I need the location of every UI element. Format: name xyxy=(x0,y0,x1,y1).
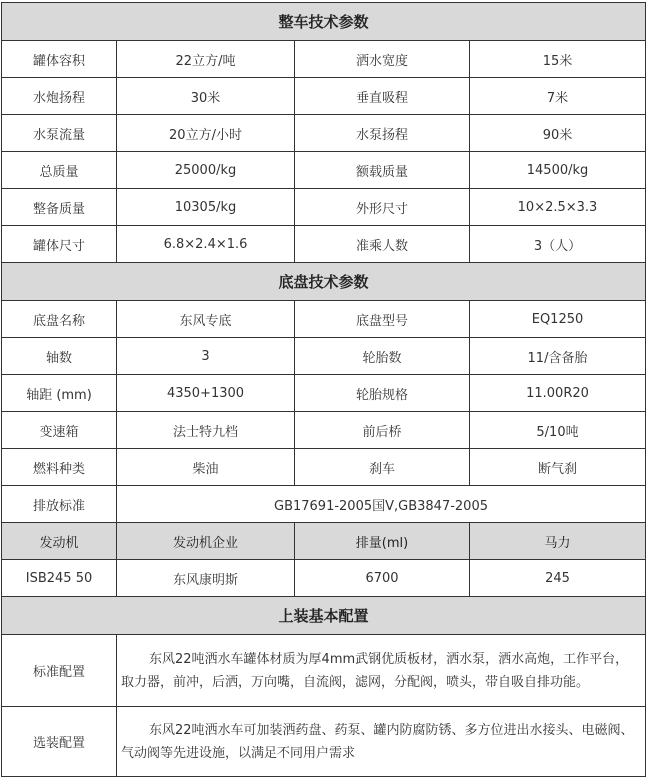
standard-config-label: 标准配置 xyxy=(2,635,117,707)
param-value: 25000/kg xyxy=(117,152,295,189)
param-label: 准乘人数 xyxy=(295,226,470,263)
optional-config-body: 东风22吨洒水车可加装洒药盘、药泵、罐内防腐防锈、多方位进出水接头、电磁阀、气动阀等先进设施，以满足不同用户需求 xyxy=(121,722,634,761)
param-value: 22立方/吨 xyxy=(117,41,295,78)
param-label: 洒水宽度 xyxy=(295,41,470,78)
param-value: 法士特九档 xyxy=(117,412,295,449)
section-title-upper: 上装基本配置 xyxy=(2,597,646,635)
param-label: 轴数 xyxy=(2,338,117,375)
table-row xyxy=(2,78,646,115)
engine-header: 发动机 xyxy=(2,523,117,560)
spec-table xyxy=(1,2,646,777)
optional-config-label: 选装配置 xyxy=(2,707,117,777)
param-value: 15米 xyxy=(470,41,646,78)
standard-config-text xyxy=(117,635,646,707)
param-value: 11.00R20 xyxy=(470,375,646,412)
param-label: 整备质量 xyxy=(2,189,117,226)
param-value: 7米 xyxy=(470,78,646,115)
table-row xyxy=(2,115,646,152)
param-label: 轴距 (mm) xyxy=(2,375,117,412)
param-label: 罐体容积 xyxy=(2,41,117,78)
param-label: 外形尺寸 xyxy=(295,189,470,226)
table-row xyxy=(2,560,646,597)
param-value: 6.8×2.4×1.6 xyxy=(117,226,295,263)
section-title-chassis: 底盘技术参数 xyxy=(2,263,646,301)
param-value: 90米 xyxy=(470,115,646,152)
param-label: 罐体尺寸 xyxy=(2,226,117,263)
param-label: 底盘名称 xyxy=(2,301,117,338)
param-value: 断气刹 xyxy=(470,449,646,486)
param-value: 20立方/小时 xyxy=(117,115,295,152)
param-label: 轮胎数 xyxy=(295,338,470,375)
param-label: 底盘型号 xyxy=(295,301,470,338)
param-label: 轮胎规格 xyxy=(295,375,470,412)
param-label: 水炮扬程 xyxy=(2,78,117,115)
engine-header: 发动机企业 xyxy=(117,523,295,560)
param-value: 3 xyxy=(117,338,295,375)
emission-label: 排放标准 xyxy=(2,486,117,523)
table-row xyxy=(2,301,646,338)
param-value: 10×2.5×3.3 xyxy=(470,189,646,226)
table-row xyxy=(2,375,646,412)
table-row xyxy=(2,189,646,226)
table-row xyxy=(2,707,646,777)
param-value: 11/含备胎 xyxy=(470,338,646,375)
param-value: 4350+1300 xyxy=(117,375,295,412)
emission-value: GB17691-2005国Ⅴ,GB3847-2005 xyxy=(117,486,646,523)
param-label: 额载质量 xyxy=(295,152,470,189)
param-value: 5/10吨 xyxy=(470,412,646,449)
section-title-vehicle: 整车技术参数 xyxy=(2,3,646,41)
table-row xyxy=(2,635,646,707)
param-label: 水泵流量 xyxy=(2,115,117,152)
optional-config-text xyxy=(117,707,646,777)
table-row xyxy=(2,412,646,449)
param-label: 总质量 xyxy=(2,152,117,189)
param-label: 燃料种类 xyxy=(2,449,117,486)
table-row xyxy=(2,486,646,523)
param-label: 前后桥 xyxy=(295,412,470,449)
param-value: 东风专底 xyxy=(117,301,295,338)
param-value: 30米 xyxy=(117,78,295,115)
engine-header: 排量(ml) xyxy=(295,523,470,560)
param-label: 水泵扬程 xyxy=(295,115,470,152)
param-label: 变速箱 xyxy=(2,412,117,449)
table-row xyxy=(2,226,646,263)
table-row xyxy=(2,449,646,486)
table-row xyxy=(2,152,646,189)
engine-value: 245 xyxy=(470,560,646,597)
param-value: 柴油 xyxy=(117,449,295,486)
table-row xyxy=(2,41,646,78)
param-value: 14500/kg xyxy=(470,152,646,189)
param-value: EQ1250 xyxy=(470,301,646,338)
standard-config-body: 东风22吨洒水车罐体材质为厚4mm武钢优质板材，洒水泵，洒水高炮，工作平台，取力器，前冲，后洒，万向嘴，自流阀，滤网，分配阀，喷头，带自吸自排功能。 xyxy=(121,651,629,690)
engine-header: 马力 xyxy=(470,523,646,560)
engine-header-row xyxy=(2,523,646,560)
param-label: 刹车 xyxy=(295,449,470,486)
param-value: 10305/kg xyxy=(117,189,295,226)
table-row xyxy=(2,338,646,375)
param-value: 3（人） xyxy=(470,226,646,263)
param-label: 垂直吸程 xyxy=(295,78,470,115)
engine-value: 东风康明斯 xyxy=(117,560,295,597)
engine-value: ISB245 50 xyxy=(2,560,117,597)
engine-value: 6700 xyxy=(295,560,470,597)
